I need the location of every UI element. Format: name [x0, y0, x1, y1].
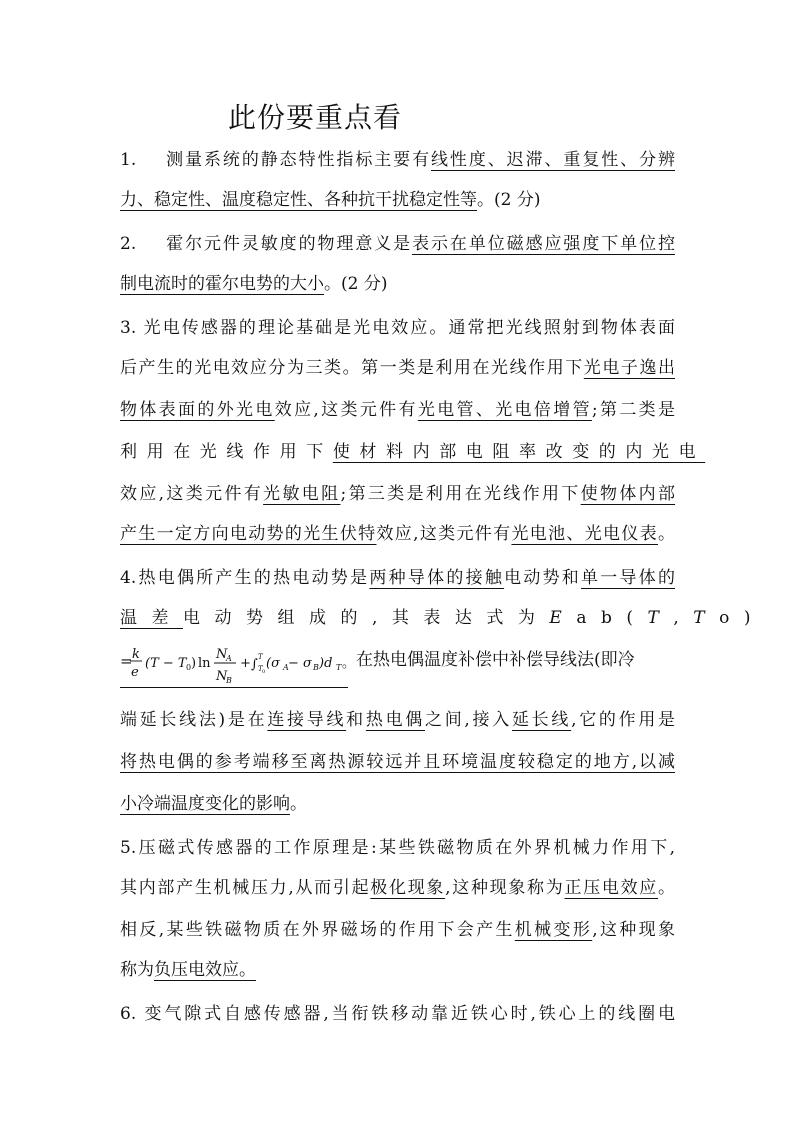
formula-sub-sa: A [283, 663, 289, 672]
formula-sub-dt: T [336, 663, 342, 672]
q5-text: 称为 [120, 960, 154, 980]
q2-answer-cont: 制电流时的霍尔电势的大小 [120, 274, 324, 294]
q3-text: ;第三类是利用在光线作用下 [340, 484, 581, 504]
q4-answer-3: 连接导线 [267, 710, 347, 730]
q4-symbol-t: T [647, 608, 674, 628]
q4-text: 4.热电偶所产生的热电动势是 [120, 568, 370, 588]
formula-t-minus-t0: (T − T [145, 656, 187, 671]
formula-na: N [216, 647, 228, 662]
formula-integral: ∫ [251, 657, 258, 672]
formula-equals: = [120, 652, 133, 670]
q4-comma: , [673, 608, 694, 628]
q3-line-6 [120, 522, 675, 546]
q3-line-5 [120, 482, 675, 506]
q3-line-3 [120, 398, 675, 422]
q4-answer-1: 两种导体的接触 [369, 568, 505, 588]
formula-int-lower: T [258, 665, 263, 673]
q5-text: 相反,某些铁磁物质在外界磁场的作用下会产生 [120, 920, 515, 940]
q3-text: 效应,这类元件有 [120, 484, 264, 504]
q4-line-4 [120, 708, 675, 732]
q1-line-1 [120, 148, 675, 172]
q6-line-1: 6. 变气隙式自感传感器,当衔铁移动靠近铁心时,铁心上的线圈电 [120, 1004, 675, 1024]
q3-line-4 [120, 440, 706, 464]
q1-score: 。(2 分) [477, 190, 541, 210]
q4-formula-continuation: 在热电偶温度补偿中补偿导线法(即冷 [356, 650, 635, 670]
q4-symbol-e: E [549, 608, 577, 628]
q1-answer: 线性度、迟滞、重复性、分辨 [431, 150, 676, 170]
q1-text: 测量系统的静态特性指标主要有 [164, 150, 431, 170]
formula-close-paren: ) [191, 656, 197, 671]
formula-sub-sb: B [313, 663, 319, 672]
q2-text: 霍尔元件灵敏度的物理意义是 [164, 234, 413, 254]
q5-answer-4: 负压电效应。 [154, 960, 256, 980]
q4-symbol-o: o [719, 608, 744, 628]
q4-line-2 [120, 606, 765, 630]
formula-e: e [131, 665, 139, 680]
q5-text: ,这种现象称为 [445, 878, 565, 898]
q3-answer-6: 光电池、光电仪表 [511, 524, 659, 544]
formula-underline [120, 687, 348, 688]
q4-formula-line [120, 640, 675, 690]
q5-line-1: 5.压磁式传感器的工作原理是:某些铁磁物质在外界机械力作用下, [120, 838, 675, 858]
q5-line-2 [120, 876, 675, 900]
q4-text: 电动势和 [504, 568, 582, 588]
q2-number: 2. [120, 234, 137, 254]
formula-nb: N [216, 669, 228, 684]
q2-line-2 [120, 272, 675, 296]
formula-period: 。 [342, 656, 356, 671]
q4-text: 之间,接入 [425, 710, 512, 730]
formula-k: k [132, 647, 140, 662]
q2-line-1 [120, 232, 675, 256]
q5-answer-2: 正压电效应 [564, 878, 659, 898]
q4-answer-6: 将热电偶的参考端移至离热源较远并且环境温度较稳定的地方,以减 [120, 752, 675, 772]
formula-sub-b: B [226, 676, 232, 685]
q1-number: 1. [120, 150, 137, 170]
page-title: 此份要重点看 [228, 101, 403, 134]
q4-answer-2-cont: 温差 [120, 608, 183, 628]
q3-line-2 [120, 356, 675, 380]
q2-answer: 表示在单位磁感应强度下单位控 [412, 234, 676, 254]
q5-text: 。 [658, 878, 676, 898]
formula-int-upper: T [258, 653, 263, 661]
q4-text: 电动势组成的,其表达式为 [183, 608, 550, 628]
q3-text: 后产生的光电效应分为三类。第一类是利用在光线作用下 [120, 358, 584, 378]
q1-answer-cont: 力、稳定性、温度稳定性、各种抗干扰稳定性等 [120, 190, 477, 210]
q4-line-5 [120, 750, 675, 774]
q3-text: 效应,这类元件有 [274, 400, 418, 420]
q5-text: ,这种现象 [592, 920, 675, 940]
q4-line-6 [120, 792, 675, 816]
formula-sigma-a: (σ [266, 656, 280, 671]
q3-text: 。 [658, 524, 676, 544]
q5-answer-1: 极化现象 [370, 878, 446, 898]
q3-answer-5-cont: 产生一定方向电动势的光生伏特 [120, 524, 377, 544]
formula-sub-a: A [226, 654, 232, 663]
q3-answer-4: 光敏电阻 [263, 484, 341, 504]
q3-answer-3: 使材料内部电阻率改变的内光电 [332, 442, 706, 462]
q2-score: 。(2 分) [324, 274, 388, 294]
q3-answer-1-cont: 物体表面的外光电 [120, 400, 275, 420]
formula-int-lower-sub: 0 [262, 669, 266, 675]
q5-text: 其内部产生机械压力,从而引起 [120, 878, 371, 898]
q4-answer-2: 单一导体的 [581, 568, 676, 588]
q3-answer-1: 光电子逸出 [583, 358, 676, 378]
formula-dt: )d [319, 656, 333, 671]
q3-text: 效应,这类元件有 [376, 524, 512, 544]
q5-line-3 [120, 918, 675, 942]
q4-text: 端延长线法)是在 [120, 710, 268, 730]
q4-symbol-to: T [693, 608, 720, 628]
q4-answer-6-cont: 小冷端温度变化的影响 [120, 794, 290, 814]
q3-text: ;第二类是 [591, 400, 676, 420]
formula-minus-sigma: − σ [288, 656, 312, 671]
q4-symbol-ab: ab [576, 608, 627, 628]
thermocouple-formula [120, 640, 356, 690]
q4-answer-5: 延长线 [511, 710, 572, 730]
q1-line-2 [120, 188, 675, 212]
q5-line-4 [120, 958, 675, 982]
q5-answer-3: 机械变形 [514, 920, 593, 940]
q3-answer-5: 使物体内部 [580, 484, 676, 504]
q4-text: 和 [346, 710, 366, 730]
q3-line-1: 3. 光电传感器的理论基础是光电效应。通常把光线照射到物体表面 [120, 318, 675, 338]
q3-answer-2: 光电管、光电倍增管 [417, 400, 592, 420]
q4-text: 。 [290, 794, 307, 814]
q4-paren: ) [743, 608, 765, 628]
q3-text: 利用在光线作用下 [120, 442, 333, 462]
formula-sub-0: 0 [186, 663, 192, 672]
q4-text: ,它的作用是 [571, 710, 676, 730]
q4-answer-4: 热电偶 [365, 710, 426, 730]
formula-ln: ln [198, 656, 211, 671]
q4-line-1 [120, 566, 675, 590]
formula-plus: + [240, 656, 251, 671]
q4-paren: ( [626, 608, 648, 628]
